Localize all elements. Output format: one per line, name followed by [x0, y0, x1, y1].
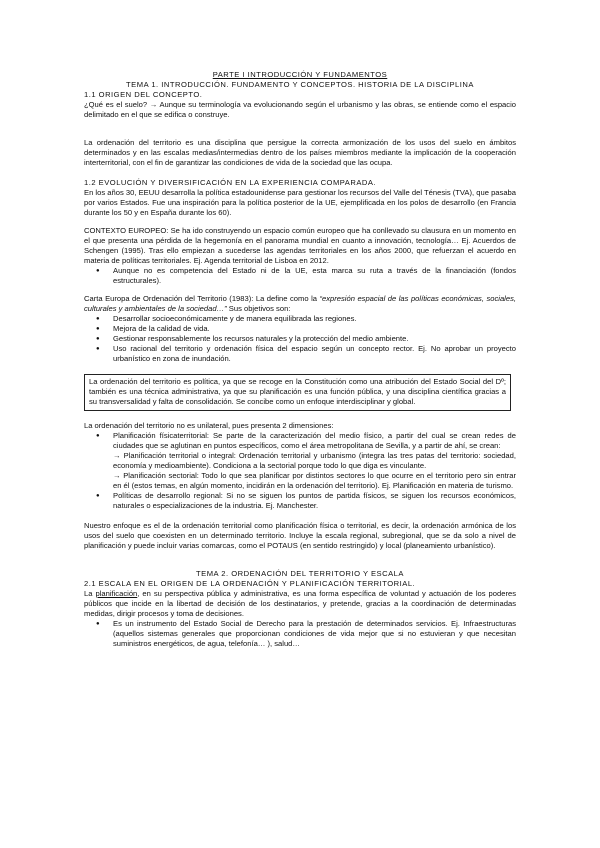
- list-item: ● Es un instrumento del Estado Social de Derecho para la prestación de determinados servicios. Ej. Infraestructuras (aquellos sistemas generales que proporcionan condiciones de vida mejor que si no estuvieran y que necesitan suministros energéticos, de agua, telefonía… ), salud…: [113, 619, 516, 649]
- section-1-2-title: 1.2 EVOLUCIÓN Y DIVERSIFICACIÓN EN LA EXPERIENCIA COMPARADA.: [84, 178, 377, 187]
- list-item: ● Mejora de la calidad de vida.: [113, 324, 516, 334]
- financing-list: [84, 266, 516, 286]
- summary-box-text: La ordenación del territorio es política, ya que se recoge en la Constitución como una atribución del Estado Social del Dº; también es una técnica administrativa, ya que su planificación es una función pública, y una disciplina científica gracias a su transversalidad y falta de consolidación. Se concibe como un enfoque interdisciplinar y global.: [89, 377, 506, 406]
- list-item: ● Uso racional del territorio y ordenación física del espacio según un concepto rector. Ej. No aprobar un proyecto urbanístico en zona de inundación.: [113, 344, 516, 364]
- suelo-question: ¿Qué es el suelo? → Aunque su terminología va evolucionando según el urbanismo y las obras, se entiende como el espacio delimitado en el que se edifica o construye.: [84, 100, 516, 119]
- dim1-text: Planificación físicaterritorial: Se parte de la caracterización del medio físico, a partir del cual se crean redes de ciudades que se aglutinan en puntos específicos, como el área metropolitana de Sevilla, y a partir de ahí, se crean:: [113, 431, 516, 450]
- list-item: ● Aunque no es competencia del Estado ni de la UE, esta marca su ruta a través de la financiación (fondos estructurales).: [113, 266, 516, 286]
- carta-europa-paragraph: Carta Europa de Ordenación del Territorio (1983): La define como la “expresión espacial de las políticas económicas, sociales, culturales y ambientales de la sociedad…” Sus objetivos son:: [84, 294, 516, 313]
- summary-box: [84, 374, 511, 411]
- dimensions-list: [84, 431, 516, 511]
- document-page: [84, 70, 516, 649]
- tema1-title: TEMA 1. INTRODUCCIÓN. FUNDAMENTO Y CONCEPTOS. HISTORIA DE LA DISCIPLINA: [126, 80, 474, 89]
- planificacion-paragraph: La planificación, en su perspectiva pública y administrativa, es una forma específica de voluntad y actuación de los poderes públicos que incide en la libertad de decisión de los destinatarios, y pretende, gracias a la coordinación de determinadas medidas, dirigir procesos y toma de decisiones.: [84, 589, 516, 618]
- list-item: ● Gestionar responsablemente los recursos naturales y la protección del medio ambiente.: [113, 334, 516, 344]
- part-title: PARTE I INTRODUCCIÓN Y FUNDAMENTOS: [212, 70, 388, 79]
- instrument-list: [84, 619, 516, 649]
- list-item: [113, 431, 516, 491]
- section-1-1-title: 1.1 ORIGEN DEL CONCEPTO.: [84, 90, 203, 99]
- list-item: ● Desarrollar socioeconómicamente y de manera equilibrada las regiones.: [113, 314, 516, 324]
- objectives-list: [84, 314, 516, 364]
- dimensions-intro: La ordenación del territorio no es unilateral, pues presenta 2 dimensiones:: [84, 421, 334, 430]
- dim1-sectorial: → Planificación sectorial: Todo lo que sea planificar por distintos sectores lo que ocurre en el territorio pero sin entrar en él (estos temas, en algún momento, incidirán en la ordenación del territorio). Ej. Planificación en materia de turismo.: [113, 471, 516, 490]
- contexto-europeo-paragraph: CONTEXTO EUROPEO: Se ha ido construyendo un espacio común europeo que ha conllevado su clausura en un momento en el que presenta una pérdida de la hegemonía en el panorama mundial en cuanto a innovación, tecnología… Ej. Acuerdos de Schengen (1995). Tras ello empiezan a sucederse las agendas territoriales en los años 2000, que refuerzan el acuerdo en materia de políticas territoriales. Ej. Agenda territorial de Lisboa en 2012.: [84, 226, 516, 265]
- dim1-integral: → Planificación territorial o integral: Ordenación territorial y urbanismo (integra las tres patas del territorio: sociedad, economía y medioambiente). Condiciona a la sectorial porque todo lo que diga es vinculante.: [113, 451, 516, 470]
- tema2-title: TEMA 2. ORDENACIÓN DEL TERRITORIO Y ESCALA: [196, 569, 404, 578]
- section-2-1-title: 2.1 ESCALA EN EL ORIGEN DE LA ORDENACIÓN Y PLANIFICACIÓN TERRITORIAL.: [84, 579, 416, 588]
- ordenacion-definition: La ordenación del territorio es una disciplina que persigue la correcta armonización de los usos del suelo en ámbitos determinados y en las escalas medias/intermedias dentro de los países miembros mediante la implicación de la cooperación interterritorial, con el fin de garantizar las condiciones de vida de la sociedad que las ocupa.: [84, 138, 516, 167]
- enfoque-paragraph: Nuestro enfoque es el de la ordenación territorial como planificación física o territorial, es decir, la ordenación armónica de los usos del suelo que coexisten en un determinado territorio. Incluye la escala regional, subregional, que se da solo a nivel de planificación y puede incluir varias comarcas, como el POTAUS (en sentido restringido) y local (planeamiento urbanístico).: [84, 521, 516, 550]
- tva-paragraph: En los años 30, EEUU desarrolla la política estadounidense para gestionar los recursos del Valle del Ténesis (TVA), que pasaba por varios Estados. Fue una inspiración para la política posterior de la UE, ejemplificada en los polos de desarrollo (en Francia durante los 50 y en España durante los 60).: [84, 188, 516, 217]
- list-item: ● Políticas de desarrollo regional: Si no se siguen los puntos de partida físicos, se siguen los recursos económicos, naturales o especializaciones de la industria. Ej. Manchester.: [113, 491, 516, 511]
